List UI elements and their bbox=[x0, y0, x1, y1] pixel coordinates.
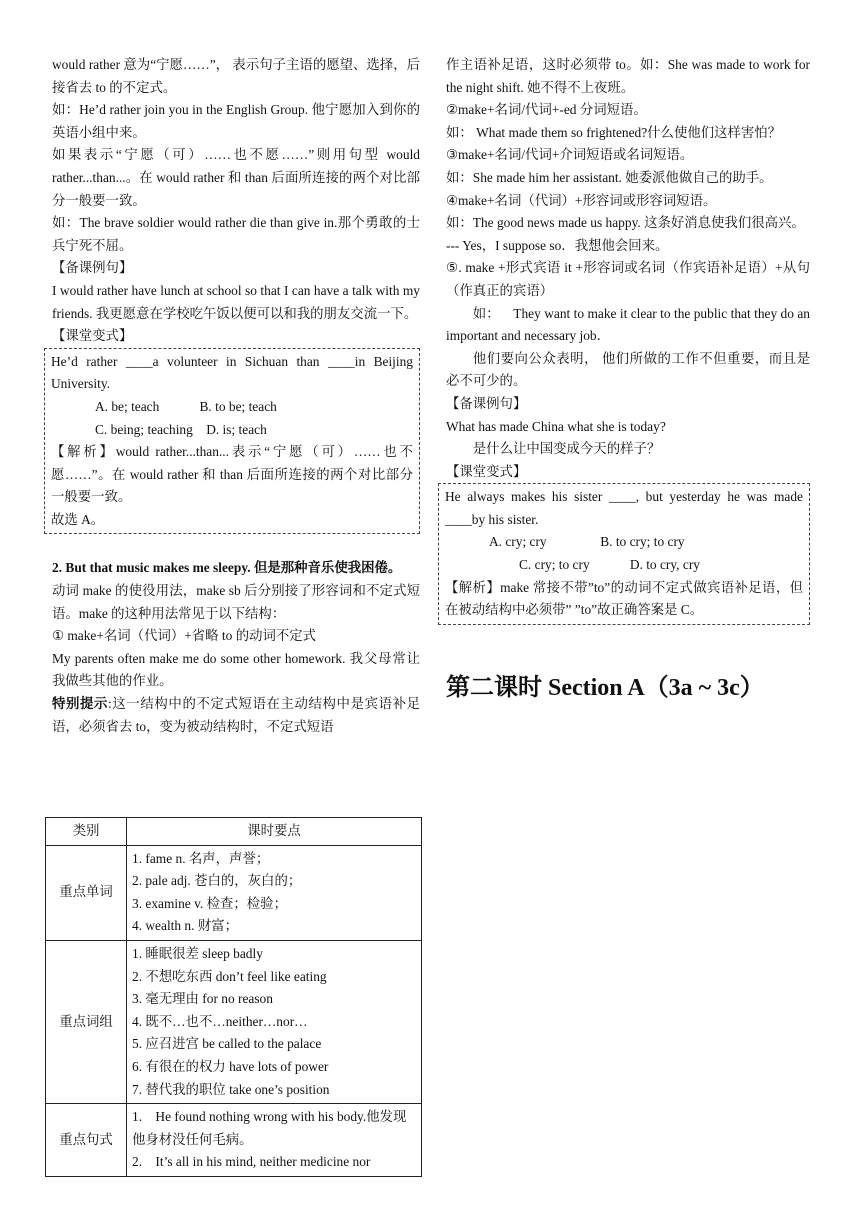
table-row bbox=[46, 940, 422, 1103]
list-item: 1. He found nothing wrong with his body.他发现他身材没任何毛病。 bbox=[132, 1109, 407, 1147]
note-text: :这一结构中的不定式短语在主动结构中是宾语补足语，必须省去 to，变为被动结构时，不定式短语 bbox=[52, 696, 421, 734]
exercise-answer: 故选 A。 bbox=[51, 511, 105, 527]
paragraph: 如果表示“宁愿（可）……也不愿……”则用句型 would rather...than...。在 would rather 和 than 后面所连接的两个对比部分一般要一致。 bbox=[52, 147, 420, 208]
paragraph bbox=[52, 693, 420, 738]
paragraph: What has made China what she is today? bbox=[446, 418, 666, 434]
paragraph: 如：The good news made us happy. 这条好消息使我们很高兴。 bbox=[446, 215, 805, 231]
paragraph: ① make+名词（代词）+省略 to 的动词不定式 bbox=[52, 628, 317, 644]
list-item: 4. 既不…也不…neither…nor… bbox=[132, 1013, 308, 1029]
exercise-options: A. cry; cry B. to cry; to cry bbox=[489, 534, 685, 550]
paragraph: --- Yes，I suppose so．我想他会回来。 bbox=[446, 237, 669, 253]
section-heading: 【备课例句】 bbox=[446, 395, 527, 411]
exercise-options: C. cry; to cry D. to cry, cry bbox=[519, 557, 700, 573]
paragraph: 如： What made them so frightened?什么使他们这样害怕？ bbox=[446, 124, 782, 140]
paragraph: 如：He’d rather join you in the English Group. 他宁愿加入到你的英语小组中来。 bbox=[52, 102, 420, 140]
exercise-question: He’d rather ____a volunteer in Sichuan than ____in Beijing University. bbox=[51, 353, 413, 392]
paragraph: 如：The brave soldier would rather die than give in.那个勇敢的士兵宁死不屈。 bbox=[52, 215, 420, 253]
list-item: 1. fame n. 名声，声誉； bbox=[132, 850, 270, 866]
exercise-options: A. be; teach B. to be; teach bbox=[95, 398, 277, 414]
list-item: 3. examine v. 检查；检验； bbox=[132, 895, 287, 911]
exercise-question: He always makes his sister ____, but yesterday he was made ____by his sister. bbox=[445, 489, 803, 527]
list-item: 6. 有很在的权力 have lots of power bbox=[132, 1058, 329, 1074]
paragraph: 是什么让中国变成今天的样子？ bbox=[472, 441, 661, 457]
exercise-options: C. being; teaching D. is; teach bbox=[95, 421, 267, 437]
list-item: 2. pale adj. 苍白的，灰白的； bbox=[132, 873, 302, 889]
points-cell bbox=[127, 1104, 422, 1177]
section-heading: 【备课例句】 bbox=[52, 260, 133, 276]
paragraph: would rather 意为“宁愿……”， 表示句子主语的愿望、选择，后接省去 to 的不定式。 bbox=[52, 57, 420, 95]
points-cell bbox=[127, 845, 422, 940]
paragraph: ②make+名词/代词+-ed 分词短语。 bbox=[446, 102, 647, 118]
table-header-cell: 课时要点 bbox=[127, 818, 422, 846]
category-cell: 重点单词 bbox=[46, 845, 127, 940]
table-row bbox=[46, 845, 422, 940]
table-header-cell: 类别 bbox=[46, 818, 127, 846]
exercise-box bbox=[44, 348, 420, 535]
paragraph: 作主语补足语，这时必须带 to。如：She was made to work for the night shift. 她不得不上夜班。 bbox=[446, 57, 810, 95]
list-item: 3. 毫无理由 for no reason bbox=[132, 991, 273, 1007]
points-cell bbox=[127, 940, 422, 1103]
table-row bbox=[46, 1104, 422, 1177]
paragraph: 如： They want to make it clear to the public that they do an important and necessary job． bbox=[446, 305, 814, 344]
category-cell: 重点句式 bbox=[46, 1104, 127, 1177]
paragraph: ④make+名词（代词）+形容词或形容词短语。 bbox=[446, 192, 717, 208]
right-column bbox=[445, 54, 814, 701]
category-cell: 重点词组 bbox=[46, 940, 127, 1103]
section-title: 第二课时 Section A（3a ~ 3c） bbox=[446, 674, 764, 701]
paragraph: I would rather have lunch at school so that I can have a talk with my friends. 我更愿意在学校吃午饭以便可以和我的朋友交流一下。 bbox=[52, 282, 420, 321]
list-item: 2. 不想吃东西 don’t feel like eating bbox=[132, 968, 327, 984]
exercise-box bbox=[438, 483, 810, 625]
paragraph: 他们要向公众表明， 他们所做的工作不但重要，而且是必不可少的。 bbox=[446, 350, 810, 389]
section-heading: 【课堂变式】 bbox=[446, 463, 527, 479]
section-heading: 【课堂变式】 bbox=[52, 328, 133, 344]
paragraph: 动词 make 的使役用法，make sb 后分别接了形容词和不定式短语。make 的这种用法常见于以下结构： bbox=[52, 583, 420, 621]
list-item: 7. 替代我的职位 take one’s position bbox=[132, 1081, 330, 1097]
paragraph: 如：She made him her assistant. 她委派他做自己的助手。 bbox=[446, 169, 773, 185]
note-label: 特别提示 bbox=[52, 696, 109, 712]
list-item: 1. 睡眠很差 sleep badly bbox=[132, 945, 263, 961]
list-item: 5. 应召进宫 be called to the palace bbox=[132, 1036, 322, 1052]
lesson-points-table bbox=[45, 817, 422, 1177]
left-column bbox=[52, 54, 420, 738]
paragraph: ⑤. make +形式宾语 it +形容词或名词（作宾语补足语）+从句（作真正的宾语） bbox=[446, 260, 810, 298]
exercise-explanation: 【解析】make 常接不带”to”的动词不定式做宾语补足语，但在被动结构中必须带” ”to”故正确答案是 C。 bbox=[445, 579, 803, 618]
paragraph: My parents often make me do some other homework. 我父母常让我做些其他的作业。 bbox=[52, 650, 420, 689]
point-title: 2. But that music makes me sleepy. 但是那种音乐使我困倦。 bbox=[52, 560, 402, 576]
exercise-explanation: 【解析】would rather...than...表示“宁愿（可）……也不愿……”。在 would rather 和 than 后面所连接的两个对比部分一般要一致。 bbox=[51, 444, 413, 505]
list-item: 2. It’s all in his mind, neither medicine nor bbox=[132, 1154, 371, 1170]
table-header-row bbox=[46, 818, 422, 846]
list-item: 4. wealth n. 财富； bbox=[132, 918, 238, 934]
paragraph: ③make+名词/代词+介词短语或名词短语。 bbox=[446, 147, 694, 163]
